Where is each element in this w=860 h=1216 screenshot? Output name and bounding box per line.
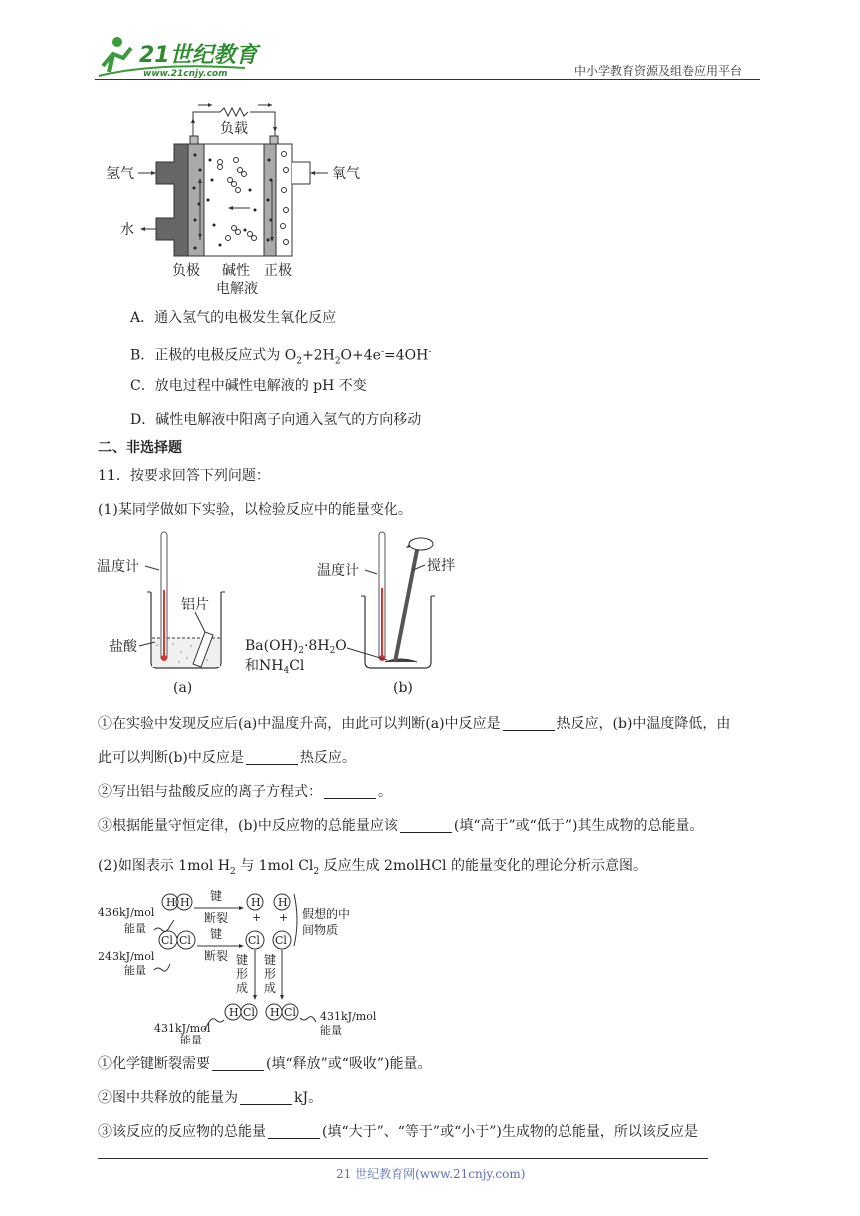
option-b-sub: 2 (296, 356, 302, 367)
form-label: 成 (236, 981, 249, 995)
q1-3-text: (填“高于”或“低于”)其生成物的总能量。 (453, 818, 704, 834)
q1-1-line1 (98, 714, 730, 734)
thermometer-b-label: 温度计 (317, 563, 359, 579)
atom-cl: Cl (275, 934, 287, 947)
bond-label: 键 (210, 927, 223, 941)
load-label: 负载 (220, 121, 248, 137)
answer-blank[interactable] (400, 818, 452, 833)
water-label: 水 (120, 222, 134, 238)
q11-2-sub: 2 (313, 866, 320, 877)
reagent-label-1: $Ba(OH)_2\cdot 8H_2O$ (245, 638, 347, 656)
question-11-2 (98, 856, 647, 882)
q1-1-text: 热反应。 (299, 750, 356, 766)
hydrogen-label: 氢气 (106, 166, 134, 182)
energy-436: 436kJ/mol (98, 906, 155, 919)
atom-h: H (251, 896, 261, 909)
question-11: 11．按要求回答下列问题： (98, 468, 270, 484)
atom-h: H (166, 896, 176, 909)
q2-3-text: (填“大于”、“等于”或“小于”)生成物的总能量，所以该反应是 (322, 1124, 698, 1140)
form-label: 形 (236, 967, 249, 981)
q2-3 (98, 1122, 698, 1142)
option-c: C．放电过程中碱性电解液的 pH 不变 (130, 378, 367, 394)
option-b-text: O+4e (340, 347, 381, 364)
negative-electrode-label: 负极 (172, 263, 200, 279)
q1-2-text: ②写出铝与盐酸反应的离子方程式： (98, 784, 322, 800)
atom-cl: Cl (161, 934, 173, 947)
imagined-label: 假想的中 (302, 907, 351, 921)
aluminum-label: 铝片 (181, 597, 209, 613)
q2-1 (98, 1054, 432, 1074)
energy-label: 能量 (124, 964, 146, 977)
q2-2-text: ②图中共释放的能量为 (98, 1090, 238, 1106)
atom-h: H (229, 1006, 239, 1019)
q1-1-text: ①在实验中发现反应后(a)中温度升高，由此可以判断(a)中反应是 (98, 716, 501, 732)
bond-label: 键 (210, 889, 223, 903)
hcl-label: 盐酸 (109, 639, 137, 655)
option-b-sup: - (428, 347, 432, 357)
q1-3-text: ③根据能量守恒定律，(b)中反应物的总能量应该 (98, 818, 398, 834)
q2-3-text: ③该反应的反应物的总能量 (98, 1124, 266, 1140)
section-title: 二、非选择题 (98, 440, 182, 456)
q11-2-text: 与 1mol Cl (235, 858, 314, 874)
logo-url: www.21cnjy.com (143, 69, 228, 79)
energy-label: 能量 (320, 1024, 342, 1037)
logo-runner-icon (95, 32, 265, 80)
answer-blank[interactable] (268, 1124, 320, 1139)
form-label: 形 (264, 967, 277, 981)
experiment-diagram (95, 530, 455, 700)
option-b-text: B．正极的电极反应式为 O (130, 347, 297, 364)
option-b-sub: 2 (334, 356, 341, 367)
header-rule (95, 79, 760, 80)
q1-2-text: 。 (378, 784, 392, 800)
q1-1-line2 (98, 748, 356, 768)
q1-2 (98, 782, 392, 802)
energy-label: 能量 (180, 1034, 202, 1044)
q11-2-text: (2)如图表示 1mol H (98, 858, 231, 874)
energy-431-a: 431kJ/mol (154, 1022, 211, 1035)
q1-1-text: 此可以判断(b)中反应是 (98, 750, 244, 766)
q2-2 (98, 1088, 322, 1108)
answer-blank[interactable] (503, 716, 555, 731)
label-a: (a) (173, 680, 193, 696)
energy-diagram (98, 884, 388, 1044)
option-d: D．碱性电解液中阳离子向通入氢气的方向移动 (130, 412, 422, 428)
answer-blank[interactable] (246, 750, 298, 765)
thermometer-a-label: 温度计 (97, 559, 139, 575)
form-label: 键 (236, 953, 249, 967)
oxygen-label: 氧气 (332, 166, 360, 182)
q1-3 (98, 816, 703, 836)
q11-2-sub: 2 (230, 866, 236, 877)
stir-label: 搅拌 (427, 558, 455, 574)
atom-cl: Cl (243, 1006, 255, 1019)
option-b-sup: - (380, 347, 384, 357)
positive-electrode-label: 正极 (264, 263, 292, 279)
fuel-cell-diagram (100, 100, 370, 300)
option-b (130, 342, 431, 371)
atom-h: H (270, 1006, 280, 1019)
option-b-text: =4OH (384, 347, 429, 364)
answer-blank[interactable] (324, 784, 376, 799)
imagined-label: 间物质 (302, 923, 339, 937)
energy-243: 243kJ/mol (98, 950, 155, 963)
atom-cl: Cl (179, 934, 191, 947)
atom-cl: Cl (284, 1006, 296, 1019)
q2-1-text: ①化学键断裂需要 (98, 1056, 210, 1072)
question-11-1: (1)某同学做如下实验，以检验反应中的能量变化。 (98, 502, 412, 518)
q2-1-text: (填“释放”或“吸收”)能量。 (266, 1056, 432, 1072)
footer-text: 21 世纪教育网(www.21cnjy.com) (336, 1167, 526, 1181)
electrolyte-label-2: 电解液 (216, 281, 258, 297)
q1-1-text: 热反应，(b)中温度降低，由 (556, 716, 731, 732)
atom-h: H (278, 896, 288, 909)
option-a: A．通入氢气的电极发生氧化反应 (130, 310, 337, 326)
q2-2-text: kJ。 (294, 1090, 323, 1106)
answer-blank[interactable] (212, 1056, 264, 1071)
label-b: (b) (393, 680, 413, 696)
electrolyte-label: 碱性 (222, 263, 250, 279)
header-logo (95, 32, 265, 80)
footer-rule (98, 1158, 708, 1159)
energy-label: 能量 (124, 922, 146, 935)
break-label: 断裂 (204, 949, 229, 963)
answer-blank[interactable] (240, 1090, 292, 1105)
option-b-text: +2H (301, 347, 335, 364)
form-label: 键 (264, 953, 277, 967)
plus-sign: + (279, 911, 289, 924)
atom-cl: Cl (248, 934, 260, 947)
reagent-label-2: 和$NH_4Cl$ (245, 658, 305, 676)
energy-431-b: 431kJ/mol (320, 1010, 377, 1023)
logo-text: 21世纪教育 (139, 43, 258, 68)
form-label: 成 (264, 981, 277, 995)
break-label: 断裂 (204, 911, 229, 925)
header-right-text: 中小学教育资源及组卷应用平台 (574, 64, 743, 78)
plus-sign: + (252, 911, 262, 924)
q11-2-text: 反应生成 2molHCl 的能量变化的理论分析示意图。 (319, 858, 647, 874)
atom-h: H (180, 896, 190, 909)
